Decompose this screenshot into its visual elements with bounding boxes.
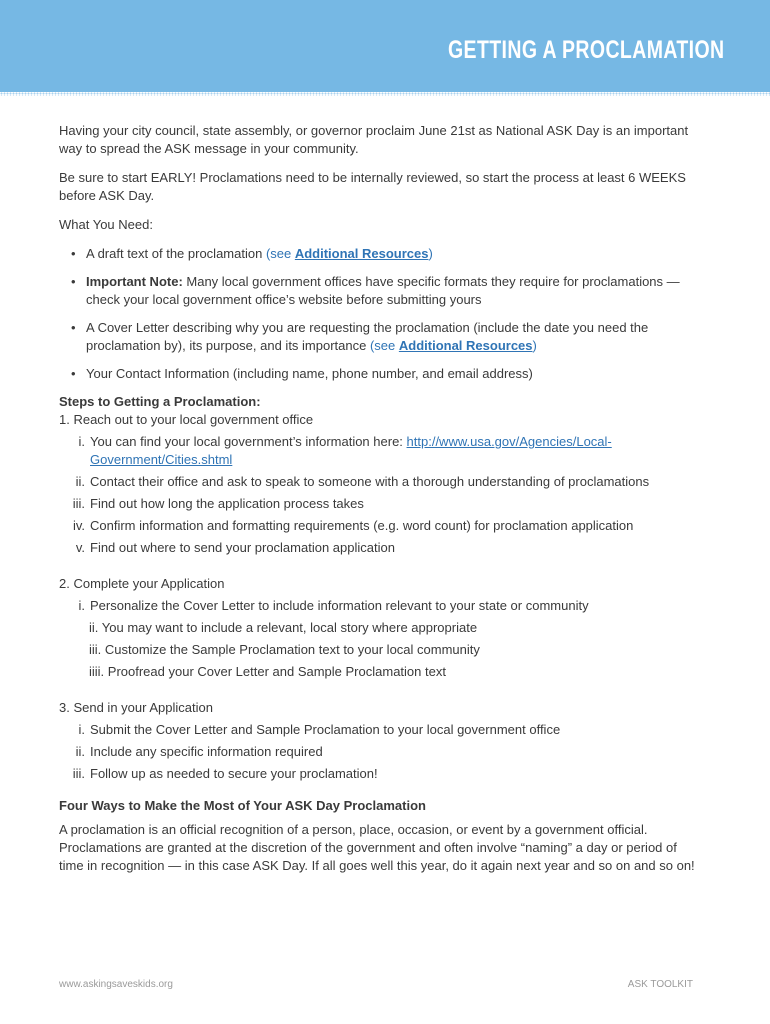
- list-item: • A Cover Letter describing why you are requesting the proclamation (include the date you need the proclamation by), its purpose, and its importance (see Additional Resources): [71, 320, 649, 353]
- page-title: GETTING A PROCLAMATION: [447, 36, 724, 64]
- step-2-item: i. Personalize the Cover Letter to include information relevant to your state or community: [78, 598, 589, 613]
- needs-list: [59, 245, 699, 383]
- step-3-item: ii. Include any specific information required: [75, 744, 323, 759]
- bullet-icon: •: [71, 320, 76, 335]
- what-you-need-label: What You Need:: [59, 217, 153, 232]
- step-2-subitem: iiii. Proofread your Cover Letter and Sample Proclamation text: [89, 664, 446, 679]
- document-body: [59, 122, 699, 886]
- footer-website: www.askingsaveskids.org: [59, 979, 173, 990]
- step-3: [59, 699, 699, 783]
- step-2: [59, 575, 699, 681]
- intro-paragraph-2: Be sure to start EARLY! Proclamations need to be internally reviewed, so start the process at least 6 WEEKS before ASK Day.: [59, 170, 686, 203]
- step-1-item: ii. Contact their office and ask to speak to someone with a thorough understanding of proclamations: [75, 474, 650, 489]
- intro-paragraph-1: Having your city council, state assembly, or governor proclaim June 21st as National ASK Day is an important way to spread the ASK message in your community.: [59, 123, 689, 156]
- footer-label: ASK TOOLKIT: [627, 979, 693, 990]
- step-2-subitem: ii. You may want to include a relevant, local story where appropriate: [89, 620, 478, 635]
- step-1: [59, 411, 699, 557]
- important-note-label: Important Note:: [86, 274, 183, 289]
- step-1-item: v. Find out where to send your proclamation application: [75, 540, 395, 555]
- step-2-title: 2. Complete your Application: [59, 576, 225, 591]
- step-1-title: 1. Reach out to your local government office: [59, 412, 314, 427]
- additional-resources-link[interactable]: Additional Resources: [294, 246, 429, 261]
- bullet-icon: •: [71, 246, 76, 261]
- four-ways-heading: Four Ways to Make the Most of Your ASK Day Proclamation: [59, 798, 426, 813]
- list-item: • A draft text of the proclamation (see Additional Resources): [71, 246, 433, 261]
- steps-heading: Steps to Getting a Proclamation:: [59, 394, 261, 409]
- bullet-icon: •: [71, 366, 76, 381]
- step-3-item: iii. Follow up as needed to secure your proclamation!: [72, 766, 378, 781]
- list-item: • Important Note: Many local government offices have specific formats they require for proclamations — check your local government office’s website before submitting yours: [71, 274, 680, 307]
- step-3-title: 3. Send in your Application: [59, 700, 213, 715]
- additional-resources-link[interactable]: Additional Resources: [398, 338, 533, 353]
- list-item: • Your Contact Information (including name, phone number, and email address): [71, 366, 533, 381]
- local-government-url-link[interactable]: http://www.usa.gov/Agencies/Local-Government/Cities.shtml: [90, 434, 612, 467]
- step-1-item: iii. Find out how long the application process takes: [72, 496, 364, 511]
- step-1-item: i. You can find your local government’s information here: http://www.usa.gov/Agencies/Local-Government/Cities.shtml: [78, 434, 612, 467]
- bullet-icon: •: [71, 274, 76, 289]
- header-dotted-border: [0, 92, 770, 96]
- step-1-item: iv. Confirm information and formatting requirements (e.g. word count) for proclamation application: [72, 518, 634, 533]
- step-3-item: i. Submit the Cover Letter and Sample Proclamation to your local government office: [78, 722, 561, 737]
- step-2-subitem: iii. Customize the Sample Proclamation text to your local community: [89, 642, 480, 657]
- four-ways-paragraph: A proclamation is an official recognition of a person, place, occasion, or event by a government official. Proclamations are granted at the discretion of the government and often involve “naming” a day or period of time in recognition — in this case ASK Day. If all goes well this year, do it again next year and so on and so on!: [59, 822, 695, 873]
